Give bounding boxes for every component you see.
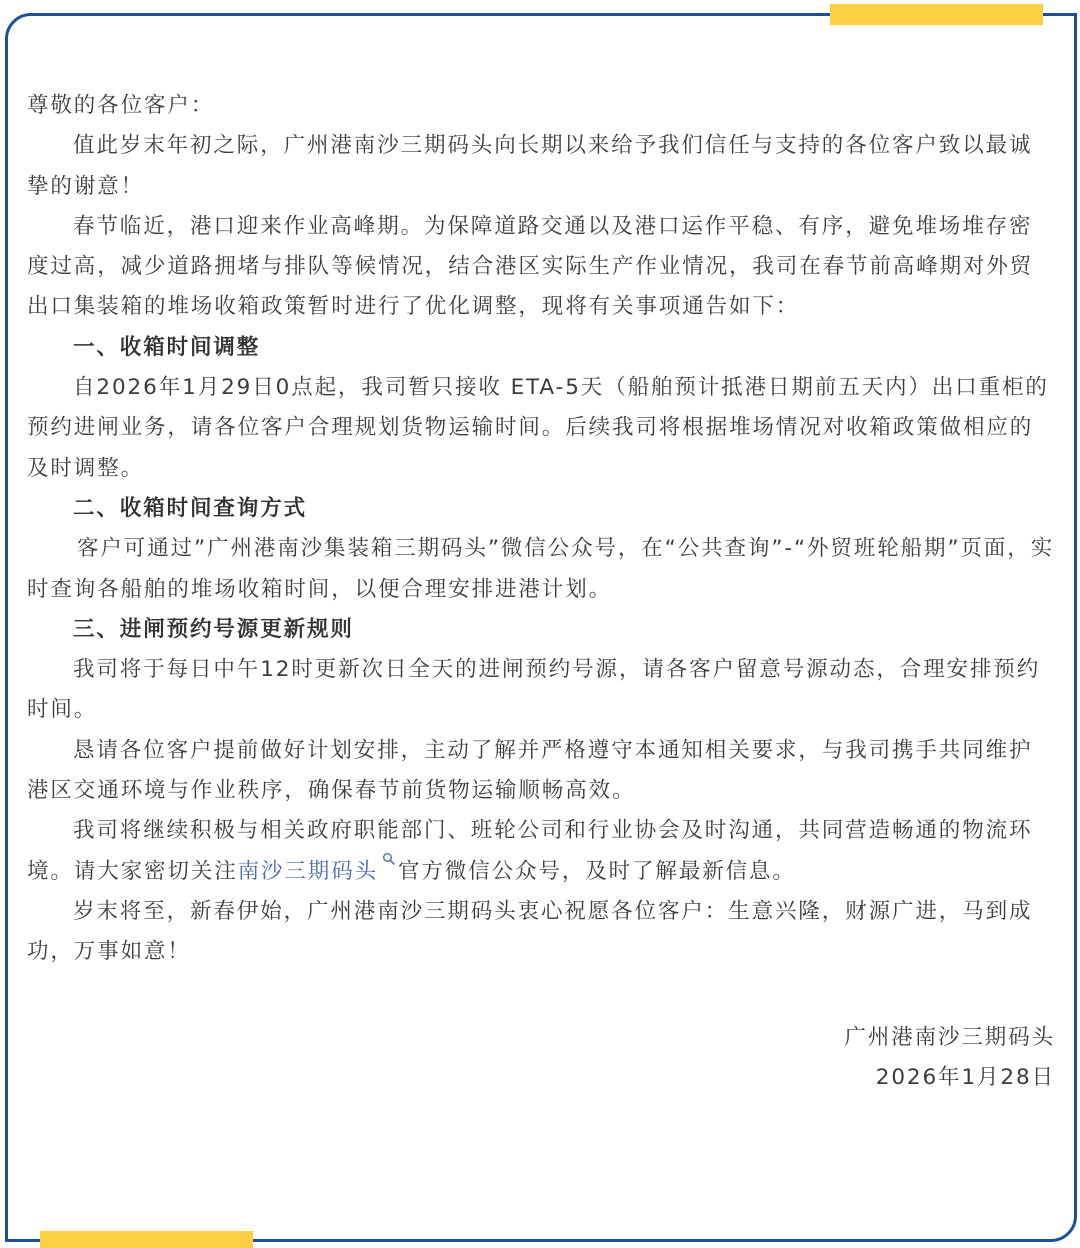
section-body: 客户可通过”广州港南沙集装箱三期码头”微信公众号，在“公共查询”-“外贸班轮船期”页面，实时查询各船舶的堆场收箱时间，以便合理安排进港计划。 <box>27 536 1055 602</box>
section-body: 自2026年1月29日0点起，我司暂只接收 ETA-5天（船舶预计抵港日期前五天内）出口重柜的预约进闸业务，请各位客户合理规划货物运输时间。后续我司将根据堆场情况对收箱政策做相应的及时调整。 <box>27 375 1049 481</box>
notice-body <box>27 86 1055 1098</box>
wishes-paragraph: 岁末将至，新春伊始，广州港南沙三期码头衷心祝愿各位客户：生意兴隆，财源广进，马到成功，万事如意！ <box>27 898 1033 965</box>
accent-bar-bottom <box>40 1231 253 1248</box>
section-heading: 三、进闸预约号源更新规则 <box>73 616 354 642</box>
wechat-account-link[interactable]: 南沙三期码头 <box>237 858 379 884</box>
section-heading: 一、收箱时间调整 <box>73 334 261 360</box>
section-body: 我司将于每日中午12时更新次日全天的进闸预约号源，请各客户留意号源动态，合理安排预约时间。 <box>27 657 1041 723</box>
search-icon[interactable] <box>382 852 396 872</box>
background-paragraph: 春节临近，港口迎来作业高峰期。为保障道路交通以及港口运作平稳、有序，避免堆场堆存密度过高，减少道路拥堵与排队等候情况，结合港区实际生产作业情况，我司在春节前高峰期对外贸出口集装箱的堆场收箱政策暂时进行了优化调整，现将有关事项通告如下： <box>27 213 1034 320</box>
cooperation-paragraph <box>27 811 1055 892</box>
signature-date: 2026年1月28日 <box>875 1064 1055 1090</box>
section-heading: 二、收箱时间查询方式 <box>73 495 308 521</box>
signature-org: 广州港南沙三期码头 <box>844 1024 1055 1050</box>
intro-paragraph: 值此岁末年初之际，广州港南沙三期码头向长期以来给予我们信任与支持的各位客户致以最诚挚的谢意！ <box>27 133 1033 199</box>
greeting: 尊敬的各位客户： <box>27 93 215 118</box>
cooperation-text-before: 我司将继续积极与相关政府职能部门、班轮公司和行业协会及时沟通，共同营造畅通的物流环境。请大家密切关注 <box>27 818 1033 884</box>
cooperation-text-after: 官方微信公众号，及时了解最新信息。 <box>398 858 796 884</box>
request-paragraph: 恳请各位客户提前做好计划安排，主动了解并严格遵守本通知相关要求，与我司携手共同维护港区交通环境与作业秩序，确保春节前货物运输顺畅高效。 <box>27 737 1033 804</box>
accent-bar-top <box>830 4 1043 25</box>
